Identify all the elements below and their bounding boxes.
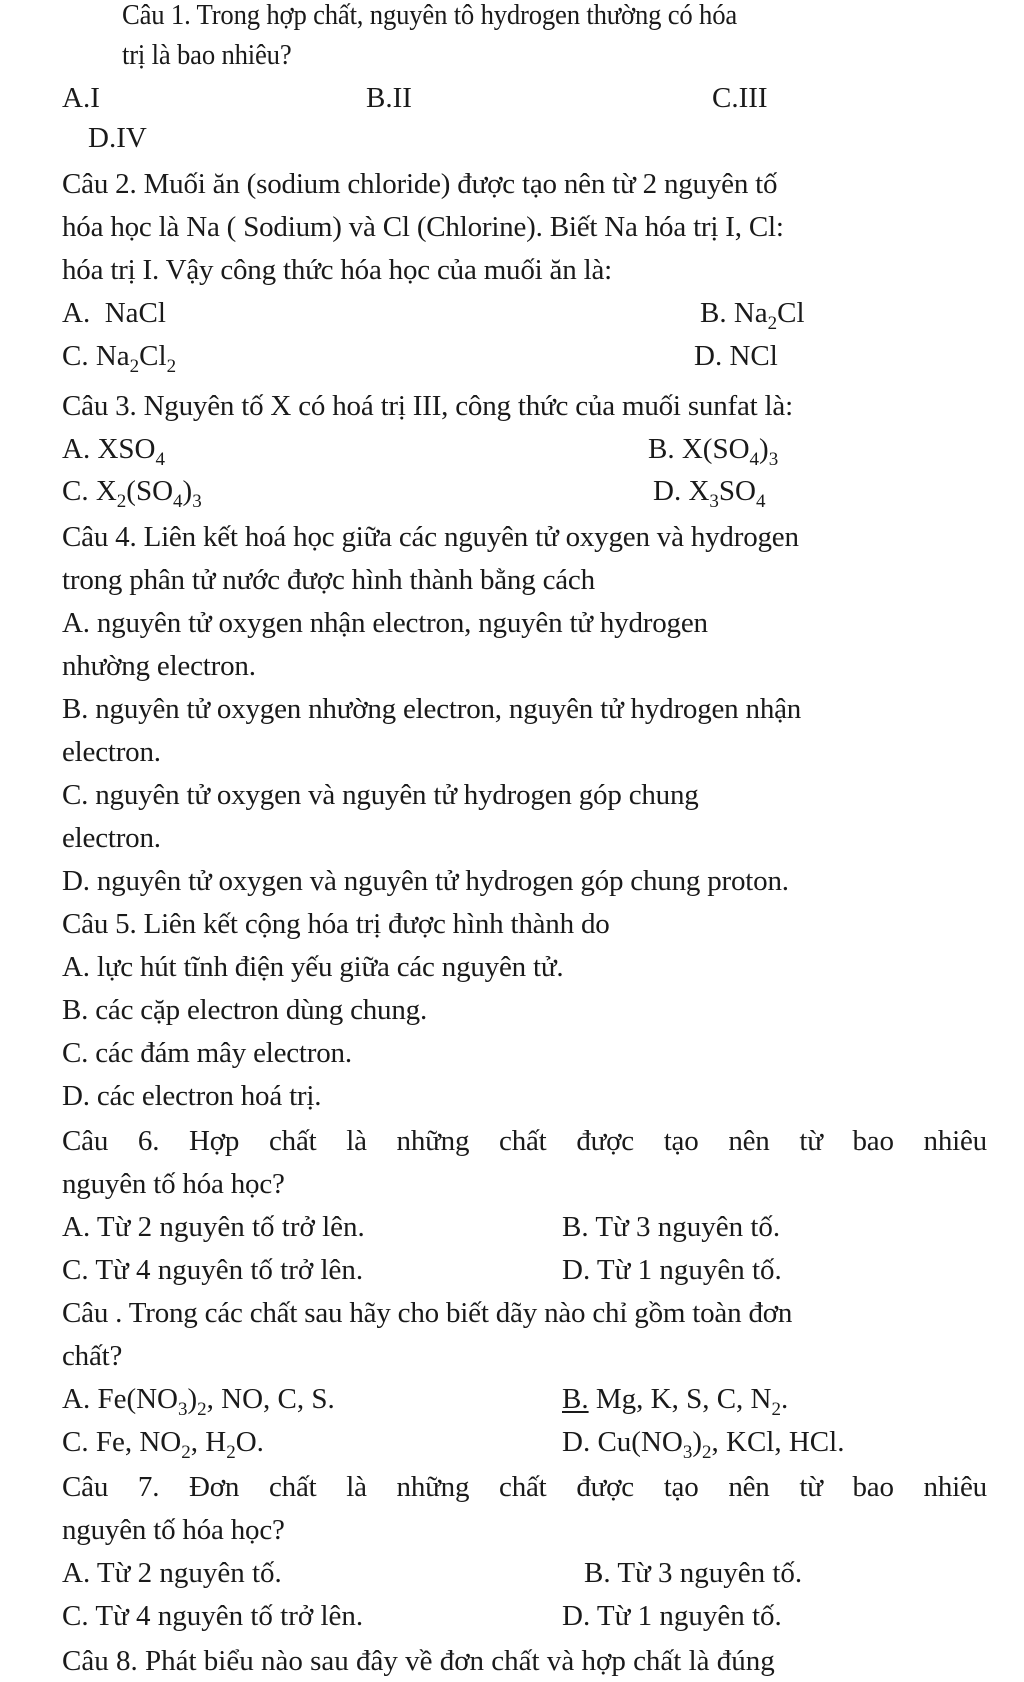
question-elements-option-a: A. $Fe(NO_3)_2$, NO, C, S. — [62, 1383, 335, 1420]
question-2-option-d — [694, 335, 778, 377]
option-label: D. — [562, 1426, 591, 1458]
question-2-option-b: B. $Na_2Cl$ — [700, 297, 805, 334]
formula: NCl — [729, 340, 778, 372]
question-2-stem-line-2: hóa học là Na ( Sodium) và Cl (Chlorine). Biết Na hóa trị I, Cl: — [62, 211, 784, 243]
option-label: D. — [653, 475, 682, 507]
question-1-stem-line-1: Câu 1. Trong hợp chất, nguyên tô hydrogen thường có hóa — [122, 0, 738, 31]
question-4-stem-line-1: Câu 4. Liên kết hoá học giữa các nguyên tử oxygen và hydrogen — [62, 521, 799, 553]
question-elements-option-c: C. Fe, $NO_2$, $H_2O$. — [62, 1426, 264, 1463]
question-8-cutoff-line: Câu 8. Phát biểu nào sau đây về đơn chất và hợp chất là đúng — [62, 1645, 775, 1677]
question-7-option-b: B. Từ 3 nguyên tố. — [584, 1557, 803, 1589]
question-5-option-d: D. các electron hoá trị. — [62, 1080, 322, 1112]
question-1-stem-line-2: trị là bao nhiêu? — [122, 39, 292, 71]
question-5-option-a: A. lực hút tĩnh điện yếu giữa các nguyên tử. — [62, 951, 564, 983]
correct-answer-label: B. — [562, 1383, 589, 1415]
question-5-option-b: B. các cặp electron dùng chung. — [62, 994, 428, 1026]
question-6-option-b: B. Từ 3 nguyên tố. — [562, 1211, 781, 1243]
question-4-option-c-line-1: C. nguyên tử oxygen và nguyên tử hydrogen góp chung — [62, 779, 699, 811]
question-4-option-c-line-2: electron. — [62, 822, 161, 854]
option-label: A. — [62, 297, 91, 329]
question-3-option-a: A. $XSO_4$ — [62, 433, 165, 470]
option-label: C. — [62, 475, 89, 507]
question-2-option-c: C. $Na_2Cl_2$ — [62, 340, 177, 377]
question-6-option-a: A. Từ 2 nguyên tố trở lên. — [62, 1211, 365, 1243]
question-3-stem-line-1: Câu 3. Nguyên tố X có hoá trị III, công thức của muối sunfat là: — [62, 390, 793, 422]
question-1-option-c: C.III — [712, 82, 768, 114]
formula: NaCl — [104, 297, 166, 329]
option-label: A. — [62, 433, 91, 465]
question-7-option-c: C. Từ 4 nguyên tố trở lên. — [62, 1600, 364, 1632]
question-2-stem-line-1: Câu 2. Muối ăn (sodium chloride) được tạo nên từ 2 nguyên tố — [62, 168, 778, 200]
question-7-stem-line-1: Câu 7. Đơn chất là những chất được tạo nên từ bao nhiêu — [62, 1471, 987, 1503]
question-4-stem-line-2: trong phân tử nước được hình thành bằng cách — [62, 564, 595, 596]
question-elements-option-b: B. Mg, K, S, C, $N_2$. — [562, 1383, 789, 1420]
question-6-option-d: D. Từ 1 nguyên tố. — [562, 1254, 782, 1286]
option-label: B. — [648, 433, 675, 465]
question-2-stem-line-3: hóa trị I. Vậy công thức hóa học của muối ăn là: — [62, 254, 612, 286]
question-3-option-d: D. $X_3SO_4$ — [653, 475, 766, 512]
question-6-option-c: C. Từ 4 nguyên tố trở lên. — [62, 1254, 364, 1286]
question-1-option-d: D.IV — [88, 122, 147, 154]
option-label: C. — [62, 340, 89, 372]
question-4-option-a-line-1: A. nguyên tử oxygen nhận electron, nguyên tử hydrogen — [62, 607, 708, 639]
question-elements-stem-line-2: chất? — [62, 1340, 123, 1372]
option-label: C. — [62, 1426, 89, 1458]
question-4-option-b-line-2: electron. — [62, 736, 161, 768]
question-5-stem-line-1: Câu 5. Liên kết cộng hóa trị được hình thành do — [62, 908, 610, 940]
question-3-option-c: C. $X_2(SO_4)_3$ — [62, 475, 202, 512]
question-3-option-b: B. $X(SO_4)_3$ — [648, 433, 779, 470]
question-4-option-b-line-1: B. nguyên tử oxygen nhường electron, nguyên tử hydrogen nhận — [62, 693, 802, 725]
question-4-option-a-line-2: nhường electron. — [62, 650, 256, 682]
question-7-option-a: A. Từ 2 nguyên tố. — [62, 1557, 282, 1589]
question-1-option-b: B.II — [366, 82, 412, 114]
option-label: B. — [700, 297, 727, 329]
question-6-stem-line-2: nguyên tố hóa học? — [62, 1168, 285, 1200]
question-elements-option-d: D. $Cu(NO_3)_2$, KCl, HCl. — [562, 1426, 845, 1463]
question-4-option-d: D. nguyên tử oxygen và nguyên tử hydrogen góp chung proton. — [62, 865, 789, 897]
question-2-option-a — [62, 292, 166, 334]
question-1-option-a: A.I — [62, 82, 100, 114]
question-5-option-c: C. các đám mây electron. — [62, 1037, 352, 1069]
option-label: D. — [694, 340, 723, 372]
question-6-stem-line-1: Câu 6. Hợp chất là những chất được tạo nên từ bao nhiêu — [62, 1125, 987, 1157]
question-7-stem-line-2: nguyên tố hóa học? — [62, 1514, 285, 1546]
option-label: A. — [62, 1383, 91, 1415]
question-elements-stem-line-1: Câu . Trong các chất sau hãy cho biết dãy nào chỉ gồm toàn đơn — [62, 1297, 793, 1329]
question-7-option-d: D. Từ 1 nguyên tố. — [562, 1600, 782, 1632]
